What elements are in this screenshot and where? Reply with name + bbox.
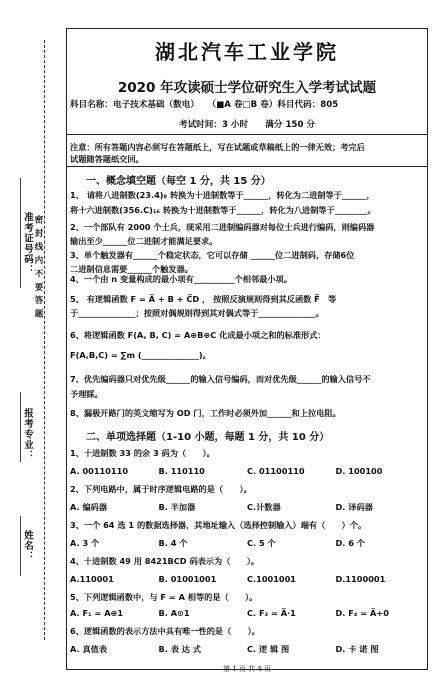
option-d: D.1100001 (335, 574, 386, 584)
s2-q5-options (70, 608, 424, 618)
seal-notice: 密 封 线 内 不 要 答 题 (33, 215, 43, 319)
s2-q3-options (70, 538, 424, 549)
s1-q3-line-a: 3、单个触发器有______个稳定状态，它可以存储 ______位二进制码，存储6位 (70, 250, 355, 260)
s2-q2: 2、下列电路中，属于时序逻辑电路的是（ ）。 (70, 484, 252, 494)
option-c: C.1001001 (247, 574, 296, 584)
subject-line: 科目名称：电子技术基础（数电） （■A 卷□B 卷）科目代码：805 (70, 100, 339, 110)
s1-q2-line-b: 输出至少______位二进制才能满足要求。 (70, 236, 218, 246)
s1-q6-line-a: 6、将逻辑函数 F(A, B, C) = A⊕B⊕C 化成最小项之和的标准形式： (70, 330, 326, 340)
major-underline (20, 392, 21, 462)
option-c: C. 逻 辑 图 (247, 644, 290, 654)
option-d: D. 100100 (335, 466, 383, 476)
major-label: 报考专业： (22, 408, 33, 461)
option-a: A. 00110110 (70, 466, 129, 476)
s2-q3: 3、一个 64 选 1 的数据选择器，其地址输入（选择控制输入）端有（ ）个。 (70, 520, 367, 530)
section-2-title: 二、单项选择题（1-10 小题，每题 1 分，共 10 分） (86, 432, 330, 443)
option-a: A. F₁ = A⊕1 (70, 608, 124, 618)
notice-line-1: 注意：所有答题内容必须写在答题纸上，写在试题或草稿纸上的一律无效；考完后 (70, 142, 365, 152)
option-b: B. 表 达 式 (158, 644, 201, 654)
divider-top (66, 134, 428, 135)
time-line: 考试时间：3 小时 满分 150 分 (178, 120, 316, 130)
option-b: B. 110110 (158, 466, 205, 476)
option-c: C. 5 个 (247, 538, 276, 548)
s1-q1-line-b: 将十六进制数(356.C)₁₆ 转换为十进制数等于______，转化为八进制等于________。 (70, 205, 376, 215)
s2-q4-options (70, 574, 424, 584)
option-d: D. F₄ = A̅+0 (335, 608, 389, 618)
name-label: 姓名： (22, 530, 33, 562)
page-number: 第 1 页 共 4 页 (222, 665, 272, 673)
option-d: D. 译码器 (335, 502, 373, 512)
s1-q1-line-a: 1、 请将八进制数(23.4)₈ 转换为十进制数等于______，转化为二进制等于______， (70, 190, 375, 200)
s1-q2-line-a: 2、一个部队有 2000 个士兵，现采用二进制编码器对每位士兵进行编码，则编码器 (70, 222, 375, 232)
s2-q1: 1、十进制数 33 的余 3 码为（ ）。 (70, 448, 215, 458)
seal-line (44, 40, 45, 640)
option-c: C. 01100110 (247, 466, 305, 476)
option-d: D. 6 个 (335, 538, 365, 548)
name-underline (20, 516, 21, 576)
notice-line-2: 试题随答题纸交回。 (70, 154, 144, 164)
option-a: A.110001 (70, 574, 114, 584)
s1-q8: 8、漏极开路门的英文缩写为 OD 门，工作时必须外加______和上拉电阻。 (70, 408, 341, 418)
option-b: B. 半加器 (158, 502, 196, 512)
option-b: B. 4 个 (158, 538, 188, 548)
option-d: D. 卡 诺 图 (335, 644, 379, 654)
s2-q4: 4、十进制数 49 用 8421BCD 码表示为（ ）。 (70, 556, 260, 566)
s1-q4: 4、一个由 n 变量构成的最小项有__________个相邻最小项。 (70, 274, 292, 284)
s1-q5-line-b: 于______________；按照对偶规则得到其对偶式等于______________。 (70, 308, 324, 318)
option-c: C. F₃ = A̅·1 (247, 608, 296, 618)
option-a: A. 真值表 (70, 644, 108, 654)
s1-q5-line-a: 5、 有逻辑函数 F = A̅ + B + C̅D ， 按照反演规则得到其反函数 F̅ 等 (70, 294, 337, 304)
s2-q1-options (70, 466, 424, 476)
s1-q3-line-b: 二进制信息需要______个触发器。 (70, 264, 193, 274)
school-name: 湖北汽车工业学院 (155, 40, 339, 64)
option-a: A. 3 个 (70, 538, 100, 548)
s2-q6: 6、逻辑函数的表示方法中具有唯一性的是（ ）。 (70, 626, 260, 636)
option-b: B. A⊙1 (158, 608, 190, 618)
s1-q7-line-b: 予理睬。 (70, 389, 103, 399)
option-c: C.计数器 (247, 502, 281, 512)
option-b: B. 01001001 (158, 574, 217, 584)
option-a: A. 编码器 (70, 502, 108, 512)
s2-q6-options (70, 644, 424, 655)
binding-strip (0, 0, 62, 677)
candidate-id-label: 准考证号码： (22, 212, 33, 275)
s1-q7-line-a: 7、优先编码器只对优先级______的输入信号编码，而对优先级______的输入信号不 (70, 374, 371, 384)
s2-q5: 5、下列逻辑函数中，与 F = A 相等的是（ ）。 (70, 592, 258, 602)
section-1-title: 一、概念填空题（每空 1 分，共 15 分） (86, 176, 271, 187)
s1-q6-line-b: F(A,B,C) = ∑m (______________)。 (70, 350, 211, 360)
s2-q2-options (70, 502, 424, 513)
divider-notice (66, 166, 428, 167)
page-title: 2020 年攻读硕士学位研究生入学考试试题 (117, 80, 377, 96)
